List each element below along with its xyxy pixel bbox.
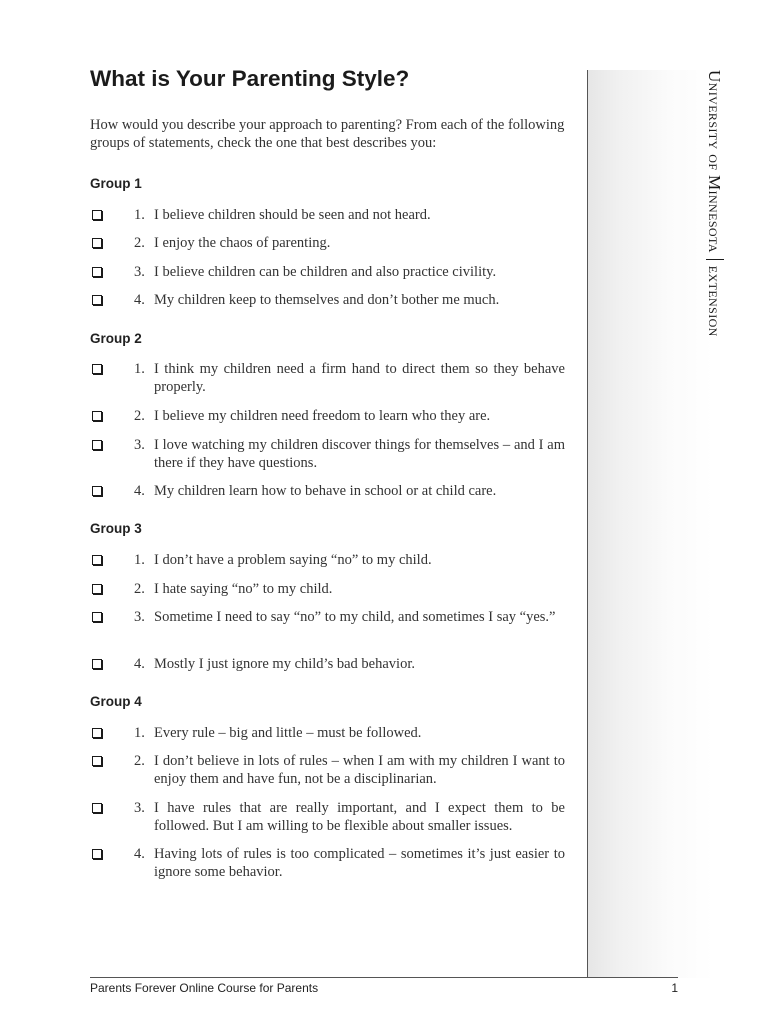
option-number: 2. xyxy=(134,235,145,251)
checkbox[interactable] xyxy=(92,295,102,305)
brand-separator xyxy=(706,259,724,260)
checkbox[interactable] xyxy=(92,411,102,421)
group-2-heading: Group 2 xyxy=(90,331,142,346)
checkbox[interactable] xyxy=(92,440,102,450)
option-text: I hate saying “no” to my child. xyxy=(154,581,333,597)
option-number: 4. xyxy=(134,292,145,308)
checkbox[interactable] xyxy=(92,555,102,565)
checkbox[interactable] xyxy=(92,267,102,277)
option-text: Every rule – big and little – must be followed. xyxy=(154,725,422,741)
option-number: 2. xyxy=(134,408,145,424)
page-margin-shade xyxy=(588,70,768,978)
checkbox[interactable] xyxy=(92,486,102,496)
option-number: 3. xyxy=(134,264,145,280)
option-number: 3. xyxy=(134,800,145,816)
option-number: 4. xyxy=(134,656,145,672)
page-number: 1 xyxy=(671,981,678,995)
option-text: Sometime I need to say “no” to my child, and sometimes I say “yes.” xyxy=(154,609,556,625)
option-text: I have rules that are really important, and I expect them to be followed. But I am willing to be flexible about smaller issues. xyxy=(154,800,565,834)
option-text: I love watching my children discover things for themselves – and I am there if they have questions. xyxy=(154,437,565,471)
group-1-heading: Group 1 xyxy=(90,176,142,191)
checkbox[interactable] xyxy=(92,612,102,622)
option-number: 1. xyxy=(134,207,145,223)
university-brand xyxy=(704,70,724,337)
checkbox[interactable] xyxy=(92,849,102,859)
brand-unit: extension xyxy=(705,265,724,337)
option-text: I believe children can be children and also practice civility. xyxy=(154,264,497,280)
option-text: I believe my children need freedom to learn who they are. xyxy=(154,408,491,424)
option-text: I don’t have a problem saying “no” to my child. xyxy=(154,552,432,568)
option-number: 1. xyxy=(134,725,145,741)
option-number: 4. xyxy=(134,483,145,499)
option-number: 3. xyxy=(134,609,145,625)
footer-course-title: Parents Forever Online Course for Parents xyxy=(90,981,319,995)
checkbox[interactable] xyxy=(92,659,102,669)
footer-rule xyxy=(90,977,678,978)
checkbox[interactable] xyxy=(92,728,102,738)
checkbox[interactable] xyxy=(92,584,102,594)
option-text: I enjoy the chaos of parenting. xyxy=(154,235,331,251)
option-text: Mostly I just ignore my child’s bad behavior. xyxy=(154,656,415,672)
option-text: I believe children should be seen and not heard. xyxy=(154,207,431,223)
checkbox[interactable] xyxy=(92,238,102,248)
option-text: I think my children need a firm hand to direct them so they behave properly. xyxy=(154,361,565,395)
option-text: Having lots of rules is too complicated – sometimes it’s just easier to ignore some behavior. xyxy=(154,846,565,880)
group-3-heading: Group 3 xyxy=(90,521,142,536)
option-number: 3. xyxy=(134,437,145,453)
group-4-heading: Group 4 xyxy=(90,694,142,709)
option-number: 1. xyxy=(134,552,145,568)
checkbox[interactable] xyxy=(92,364,102,374)
vertical-divider xyxy=(587,70,588,978)
option-number: 4. xyxy=(134,846,145,862)
page-title: What is Your Parenting Style? xyxy=(90,66,410,91)
option-text: My children keep to themselves and don’t bother me much. xyxy=(154,292,500,308)
checkbox[interactable] xyxy=(92,803,102,813)
intro-paragraph: How would you describe your approach to parenting? From each of the following groups of statements, check the one that best describes you: xyxy=(90,117,565,151)
option-number: 1. xyxy=(134,361,145,377)
option-number: 2. xyxy=(134,753,145,769)
checkbox[interactable] xyxy=(92,210,102,220)
option-text: I don’t believe in lots of rules – when I am with my children I want to enjoy them and have fun, not be a disciplinarian. xyxy=(154,753,565,787)
checkbox[interactable] xyxy=(92,756,102,766)
brand-institution: University of Minnesota xyxy=(705,70,724,253)
option-number: 2. xyxy=(134,581,145,597)
option-text: My children learn how to behave in school or at child care. xyxy=(154,483,497,499)
